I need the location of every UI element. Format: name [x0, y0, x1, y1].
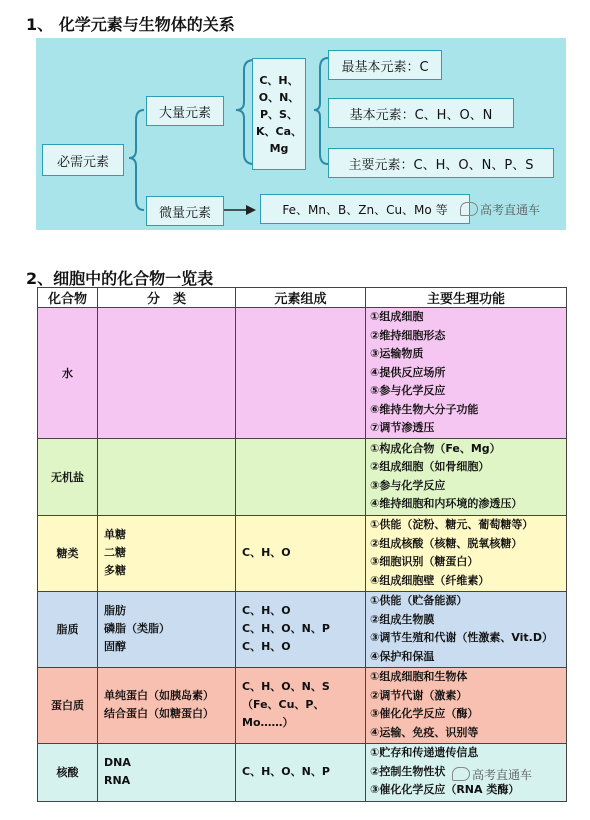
- function-item: ②组成核酸（核糖、脱氧核糖）: [370, 536, 523, 550]
- class-cell: [98, 438, 236, 515]
- table-row: [38, 308, 567, 439]
- column-header: 化合物: [38, 288, 98, 308]
- watermark-text: 高考直通车: [480, 203, 541, 217]
- function-item: ②调节代谢（激素）: [370, 688, 468, 702]
- class-item: 结合蛋白（如糖蛋白）: [104, 707, 214, 720]
- element-line: Mg: [269, 141, 289, 155]
- compound-name: 蛋白质: [38, 667, 98, 743]
- wechat-icon: [452, 767, 470, 781]
- element-item: C、H、O: [242, 604, 291, 617]
- element-item: （Fe、Cu、P、: [242, 698, 325, 711]
- class-item: 固醇: [104, 640, 126, 653]
- elements-cell: [236, 515, 366, 591]
- function-item: ④提供反应场所: [370, 365, 446, 379]
- function-item: ②控制生物性状: [370, 764, 446, 778]
- column-header: 分 类: [98, 288, 236, 308]
- function-item: ③运输物质: [370, 347, 424, 360]
- elements-cell: [236, 667, 366, 743]
- wechat-icon: [460, 202, 478, 216]
- elements-cell: [236, 308, 366, 439]
- trace-elements-box: 微量元素: [146, 196, 224, 226]
- element-relationship-diagram: [36, 38, 566, 230]
- table-header-row: [38, 288, 567, 308]
- element-line: K、Ca、: [255, 124, 303, 138]
- function-item: ①组成细胞和生物体: [370, 670, 468, 683]
- essential-elements-box: 必需元素: [42, 144, 124, 176]
- element-item: C、H、O: [242, 546, 291, 559]
- class-item: 单糖: [104, 528, 126, 541]
- function-item: ③细胞识别（糖蛋白）: [370, 555, 479, 568]
- function-item: ⑥维持生物大分子功能: [370, 402, 479, 416]
- function-item: ①构成化合物（Fe、Mg）: [370, 441, 501, 455]
- table-row: [38, 515, 567, 591]
- class-item: DNA: [104, 756, 131, 769]
- functions-cell: [366, 308, 567, 439]
- watermark-text: 高考直通车: [472, 768, 533, 782]
- compound-name: 糖类: [38, 515, 98, 591]
- compound-table: [37, 287, 567, 802]
- section-title-2: 2、细胞中的化合物一览表: [26, 269, 214, 288]
- class-item: RNA: [104, 774, 131, 787]
- function-item: ④维持细胞和内环境的渗透压）: [370, 497, 523, 510]
- elements-cell: [236, 743, 366, 801]
- compound-name: 无机盐: [38, 438, 98, 515]
- function-item: ③调节生殖和代谢（性激素、Vit.D）: [370, 631, 553, 644]
- class-item: 磷脂（类脂）: [104, 622, 170, 635]
- function-item: ①贮存和传递遗传信息: [370, 746, 479, 760]
- function-item: ②组成细胞（如骨细胞）: [370, 460, 490, 473]
- most-basic-element-box: 最基本元素：C: [328, 50, 442, 80]
- column-header: 元素组成: [236, 288, 366, 308]
- compound-name: 核酸: [38, 743, 98, 801]
- class-cell: [98, 308, 236, 439]
- function-item: ①供能（淀粉、糖元、葡萄糖等）: [370, 518, 534, 531]
- trace-elements-list-box: Fe、Mn、B、Zn、Cu、Mo 等: [260, 194, 470, 224]
- element-item: C、H、O、N、P: [242, 622, 330, 635]
- elements-cell: [236, 438, 366, 515]
- function-item: ④保护和保温: [370, 649, 435, 663]
- function-item: ②组成生物膜: [370, 612, 435, 626]
- function-item: ⑤参与化学反应: [370, 384, 446, 397]
- element-line: C、H、: [259, 73, 299, 87]
- major-elements-box: 大量元素: [146, 96, 224, 126]
- class-item: 多糖: [104, 564, 126, 577]
- major-elements-list: [252, 58, 306, 170]
- table-row: [38, 667, 567, 743]
- element-item: C、H、O、N、S: [242, 680, 330, 693]
- function-item: ①组成细胞: [370, 310, 424, 323]
- element-item: C、H、O: [242, 640, 291, 653]
- basic-elements-box: 基本元素：C、H、O、N: [328, 98, 514, 128]
- section-title-1: 1、 化学元素与生物体的关系: [26, 15, 235, 34]
- functions-cell: [366, 591, 567, 667]
- element-line: O、N、: [258, 90, 300, 104]
- element-item: C、H、O、N、P: [242, 765, 330, 778]
- functions-cell: [366, 667, 567, 743]
- functions-cell: [366, 515, 567, 591]
- main-elements-box: 主要元素：C、H、O、N、P、S: [328, 148, 554, 178]
- class-item: 单纯蛋白（如胰岛素）: [104, 689, 214, 702]
- table-row: [38, 591, 567, 667]
- function-item: ③催化化学反应（RNA 类酶）: [370, 783, 520, 797]
- compound-name: 水: [38, 308, 98, 439]
- function-item: ④组成细胞壁（纤维素）: [370, 573, 490, 587]
- element-item: Mo……）: [242, 716, 294, 729]
- function-item: ④运输、免疫、识别等: [370, 725, 479, 739]
- function-item: ⑦调节渗透压: [370, 421, 435, 434]
- compound-name: 脂质: [38, 591, 98, 667]
- function-item: ①供能（贮备能源）: [370, 594, 468, 607]
- elements-cell: [236, 591, 366, 667]
- class-cell: [98, 515, 236, 591]
- class-item: 二糖: [104, 546, 126, 559]
- class-cell: [98, 667, 236, 743]
- column-header: 主要生理功能: [366, 288, 567, 308]
- function-item: ②维持细胞形态: [370, 328, 446, 342]
- class-cell: [98, 591, 236, 667]
- functions-cell: [366, 438, 567, 515]
- class-cell: [98, 743, 236, 801]
- table-row: [38, 438, 567, 515]
- element-line: P、S、: [260, 107, 298, 121]
- function-item: ③参与化学反应: [370, 478, 446, 492]
- class-item: 脂肪: [104, 604, 126, 617]
- function-item: ③催化化学反应（酶）: [370, 707, 479, 720]
